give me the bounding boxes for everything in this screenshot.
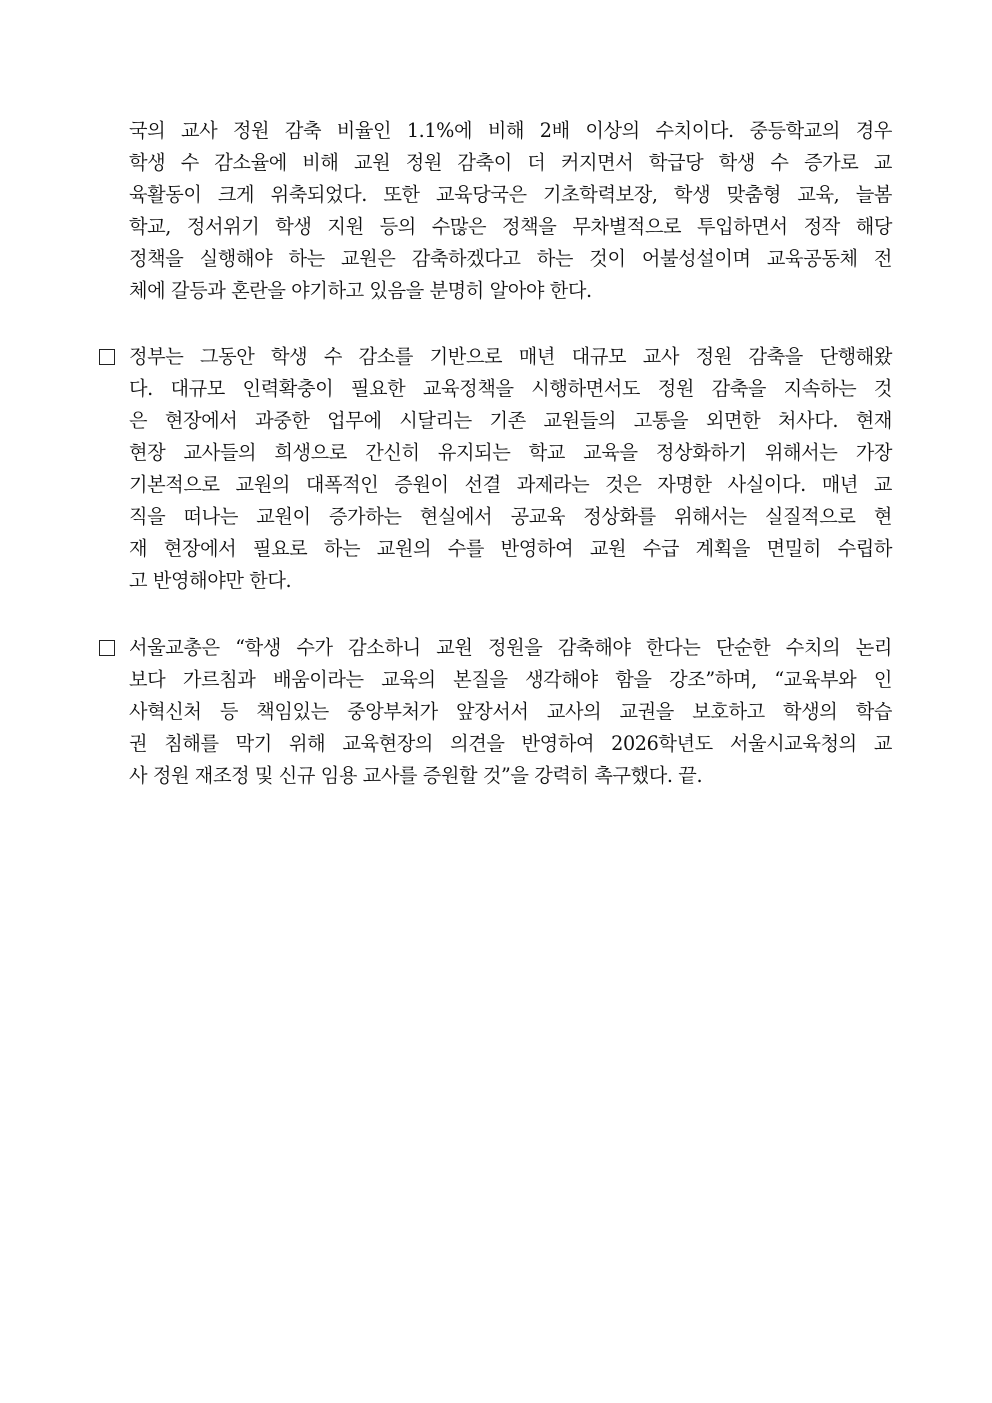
paragraph-line: 육활동이 크게 위축되었다. 또한 교육당국은 기초학력보장, 학생 맞춤형 교육, 늘봄	[129, 183, 892, 206]
paragraph-teacher-reduction-continued	[96, 115, 892, 307]
checkbox-bullet-icon	[99, 640, 115, 656]
paragraph-line: 은 현장에서 과중한 업무에 시달리는 기존 교원들의 고통을 외면한 처사다. 현재	[129, 409, 892, 432]
paragraph-line: 보다 가르침과 배움이라는 교육의 본질을 생각해야 함을 강조”하며, “교육부와 인	[129, 668, 892, 691]
paragraph-line	[96, 632, 892, 664]
paragraph-line: 사 정원 재조정 및 신규 임용 교사를 증원할 것”을 강력히 촉구했다. 끝.	[129, 764, 703, 787]
paragraph-line: 정책을 실행해야 하는 교원은 감축하겠다고 하는 것이 어불성설이며 교육공동체 전	[129, 247, 892, 270]
checkbox-bullet-icon	[99, 349, 115, 365]
paragraph-line: 학생 수 감소율에 비해 교원 정원 감축이 더 커지면서 학급당 학생 수 증가로 교	[129, 151, 892, 174]
paragraph-line: 체에 갈등과 혼란을 야기하고 있음을 분명히 알아야 한다.	[129, 279, 592, 302]
paragraph-line: 국의 교사 정원 감축 비율인 1.1%에 비해 2배 이상의 수치이다. 중등학교의 경우	[129, 119, 892, 142]
paragraph-line: 현장 교사들의 희생으로 간신히 유지되는 학교 교육을 정상화하기 위해서는 가장	[129, 441, 892, 464]
paragraph-line: 학교, 정서위기 학생 지원 등의 수많은 정책을 무차별적으로 투입하면서 정작 해당	[129, 215, 892, 238]
paragraph-line-text: 서울교총은 “학생 수가 감소하니 교원 정원을 감축해야 한다는 단순한 수치의 논리	[129, 636, 892, 659]
paragraph-line: 다. 대규모 인력확충이 필요한 교육정책을 시행하면서도 정원 감축을 지속하는 것	[129, 377, 892, 400]
paragraph-line	[96, 341, 892, 373]
paragraph-line-text: 정부는 그동안 학생 수 감소를 기반으로 매년 대규모 교사 정원 감축을 단행해왔	[129, 345, 892, 368]
paragraph-seoul-federation-statement	[96, 632, 892, 792]
paragraph-line: 고 반영해야만 한다.	[129, 569, 292, 592]
paragraph-line: 사혁신처 등 책임있는 중앙부처가 앞장서서 교사의 교권을 보호하고 학생의 학습	[129, 700, 892, 723]
paragraph-government-reduction	[96, 341, 892, 597]
paragraph-line: 권 침해를 막기 위해 교육현장의 의견을 반영하여 2026학년도 서울시교육청의 교	[129, 732, 892, 755]
paragraph-line: 직을 떠나는 교원이 증가하는 현실에서 공교육 정상화를 위해서는 실질적으로 현	[129, 505, 892, 528]
paragraph-line: 기본적으로 교원의 대폭적인 증원이 선결 과제라는 것은 자명한 사실이다. 매년 교	[129, 473, 892, 496]
paragraph-line: 재 현장에서 필요로 하는 교원의 수를 반영하여 교원 수급 계획을 면밀히 수립하	[129, 537, 892, 560]
